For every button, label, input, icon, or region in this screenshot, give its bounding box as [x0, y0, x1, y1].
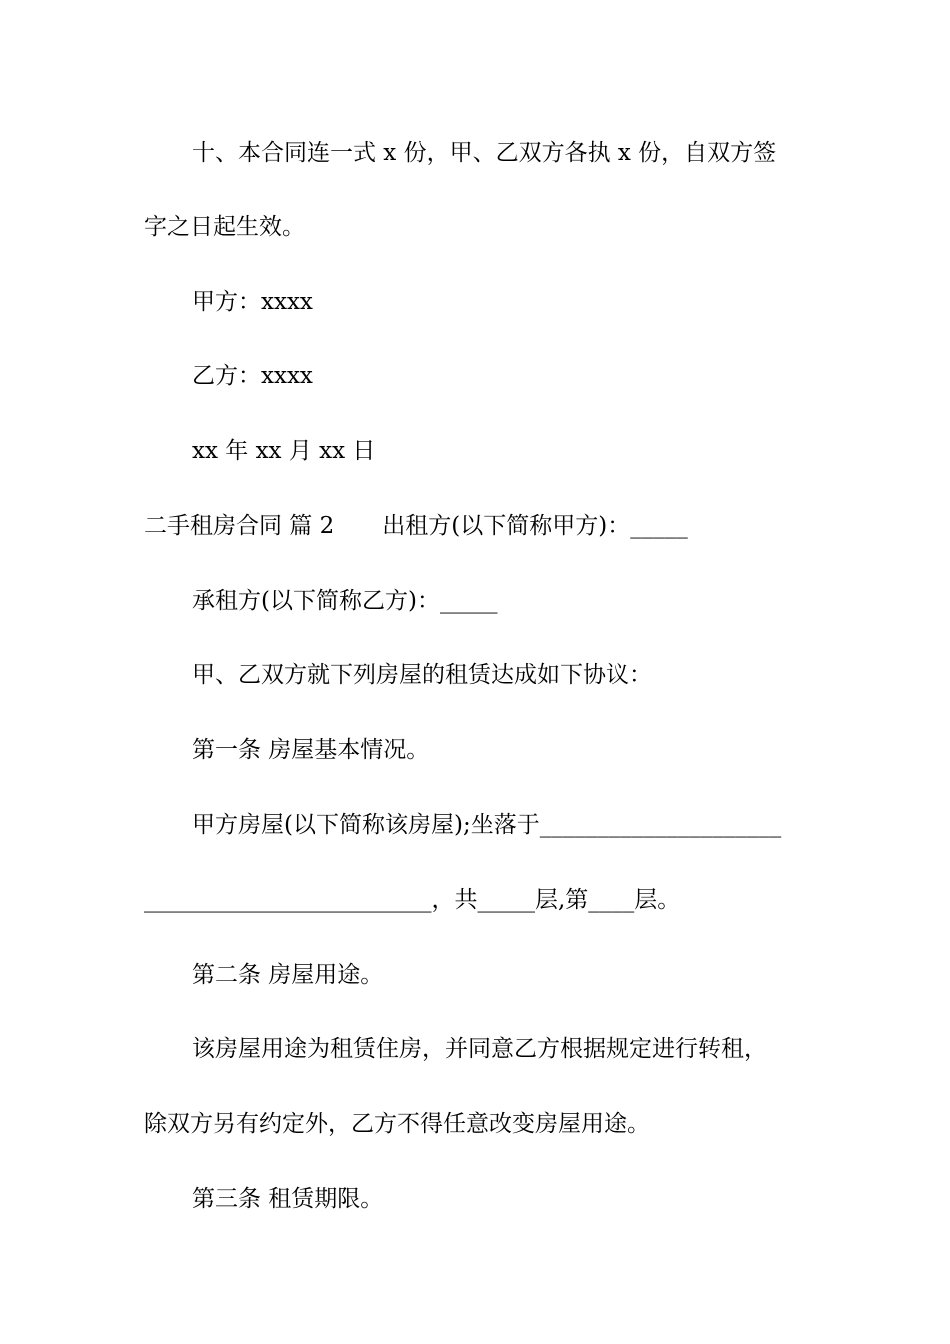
property-use-line-1: 该房屋用途为租赁住房，并同意乙方根据规定进行转租，	[192, 1036, 767, 1062]
section-heading: 二手租房合同 篇 2	[144, 513, 335, 539]
clause-ten-line-2: 字之日起生效。	[144, 214, 305, 240]
party-a-signature: 甲方：xxxx	[192, 289, 313, 315]
property-location-line-1: 甲方房屋(以下简称该房屋);坐落于_____________________	[192, 812, 782, 838]
lessee-field: 承租方(以下简称乙方)：_____	[192, 588, 498, 614]
article-one-heading: 第一条 房屋基本情况。	[192, 737, 430, 763]
signing-date: xx 年 xx 月 xx 日	[192, 438, 376, 464]
property-use-line-2: 除双方另有约定外，乙方不得任意改变房屋用途。	[144, 1111, 650, 1137]
agreement-intro: 甲、乙双方就下列房屋的租赁达成如下协议：	[192, 662, 652, 688]
property-location-line-2: _________________________，共_____层,第____层。	[144, 887, 681, 913]
party-b-signature: 乙方：xxxx	[192, 363, 313, 389]
lessor-field: 出租方(以下简称甲方)：_____	[382, 513, 688, 539]
section-heading-line	[144, 511, 814, 541]
article-three-heading: 第三条 租赁期限。	[192, 1186, 384, 1212]
clause-ten-line-1: 十、本合同连一式 x 份，甲、乙双方各执 x 份，自双方签	[192, 140, 777, 166]
article-two-heading: 第二条 房屋用途。	[192, 962, 384, 988]
